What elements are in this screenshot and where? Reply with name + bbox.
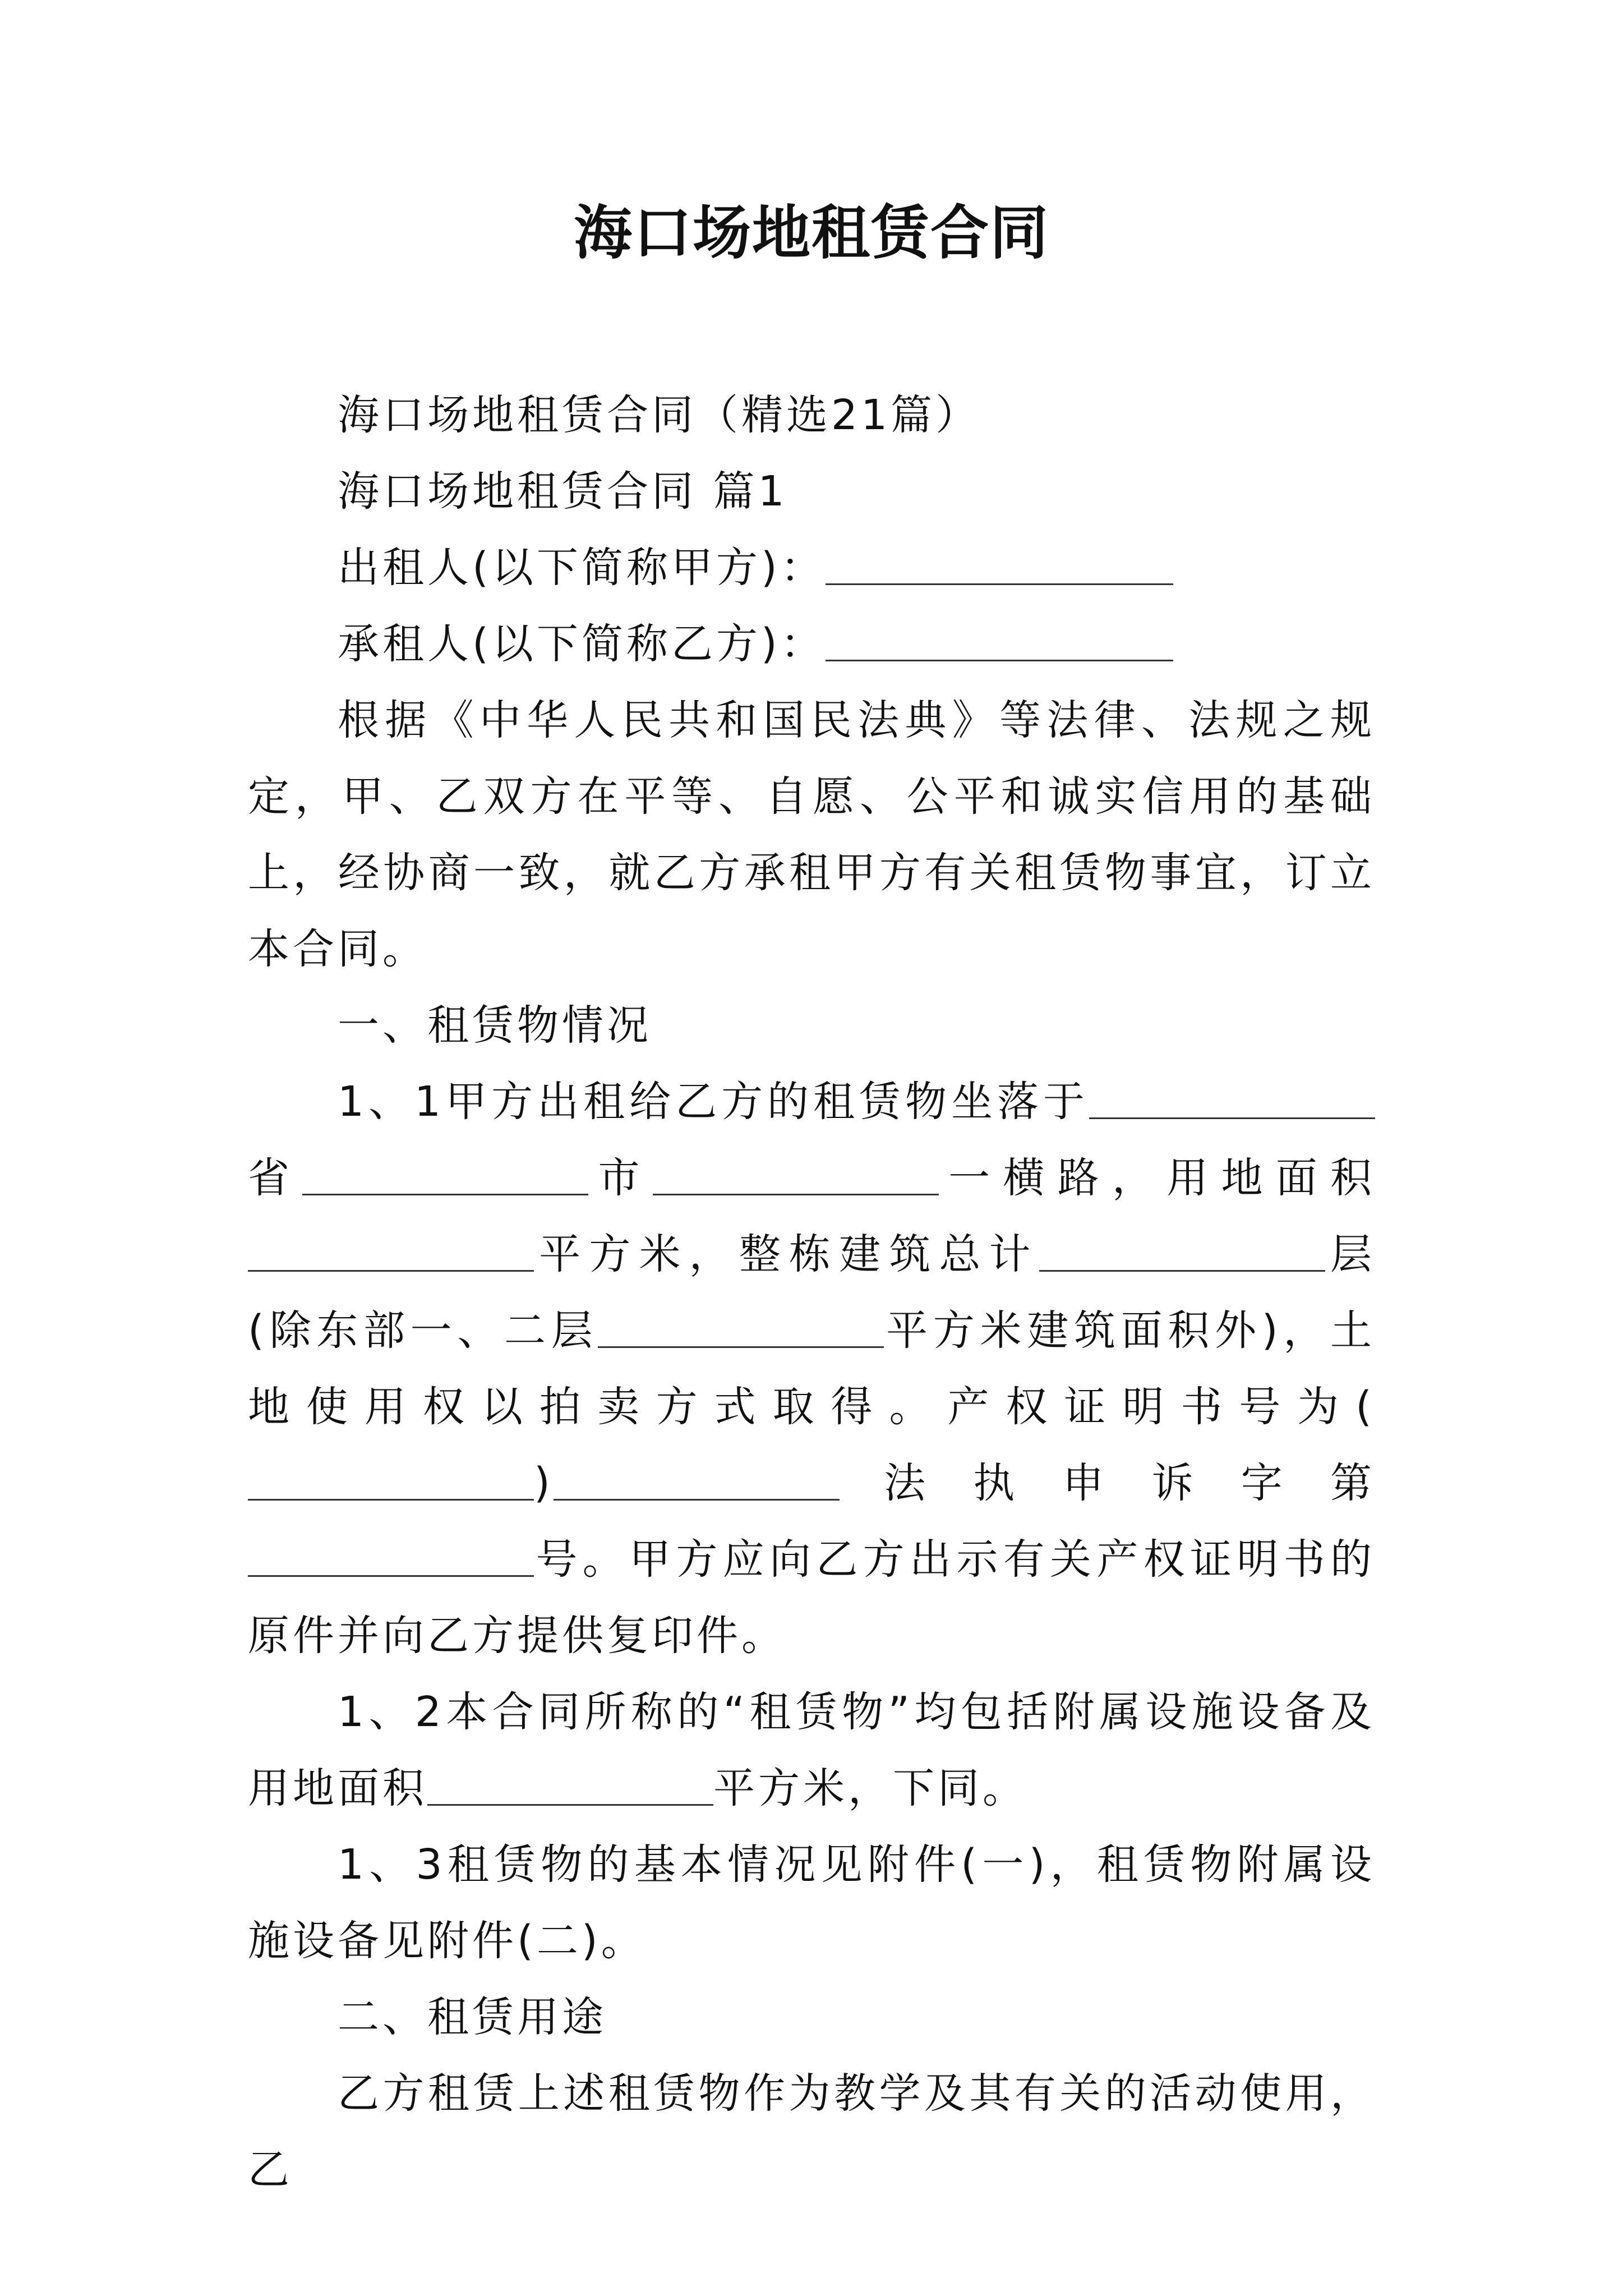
floors-blank bbox=[1039, 1228, 1325, 1272]
clause-1-1 bbox=[248, 1064, 1375, 1674]
clause-1-2-part1: 1、2本合同所称的“租赁物”均包括附属设施设备及用地面积 bbox=[248, 1688, 1375, 1812]
lessee-blank bbox=[826, 618, 1173, 661]
clause-1-1-part7: 平方米建筑面积外)，土地使用权以拍卖方式取得。产权证明书号为( bbox=[248, 1306, 1375, 1431]
clause-2-text: 乙方租赁上述租赁物作为教学及其有关的活动使用，乙 bbox=[248, 2069, 1375, 2194]
document-title: 海口场地租赁合同 bbox=[573, 198, 1049, 267]
road-blank bbox=[653, 1152, 939, 1195]
province-blank bbox=[1089, 1076, 1375, 1119]
clause-1-1-part8: ) bbox=[534, 1459, 554, 1507]
lessor-label: 出租人(以下简称甲方)： bbox=[338, 544, 826, 592]
lessor-line bbox=[248, 530, 1375, 606]
clause-1-1-part6: 层(除东部一、二层 bbox=[248, 1230, 1376, 1355]
certificate-court-blank bbox=[554, 1457, 840, 1501]
clause-1-heading: 一、租赁物情况 bbox=[338, 1001, 652, 1050]
clause-1-1-part5: 平方米，整栋建筑总计 bbox=[534, 1230, 1039, 1278]
excluded-area-blank bbox=[598, 1305, 884, 1348]
total-land-area-blank bbox=[427, 1763, 713, 1806]
document-body bbox=[248, 377, 1375, 2208]
certificate-year-blank bbox=[248, 1457, 534, 1501]
clause-1-1-part1: 1、1甲方出租给乙方的租赁物坐落于 bbox=[338, 1078, 1089, 1126]
clause-1-1-part2: 省 bbox=[248, 1154, 303, 1202]
city-blank bbox=[302, 1152, 588, 1195]
land-area-blank bbox=[248, 1228, 534, 1272]
lessee-label: 承租人(以下简称乙方)： bbox=[338, 620, 826, 668]
clause-1-2-part2: 平方米，下同。 bbox=[713, 1764, 1027, 1812]
clause-1-1-part9: 法执申诉字第 bbox=[839, 1459, 1375, 1507]
clause-1-1-part4: 一横路，用地面积 bbox=[938, 1154, 1376, 1202]
clause-1-1-part10: 号。甲方应向乙方出示有关产权证明书的原件并向乙方提供复印件。 bbox=[248, 1535, 1375, 1660]
lessee-line bbox=[248, 606, 1375, 682]
certificate-number-blank bbox=[248, 1534, 534, 1577]
clause-1-3: 1、3租赁物的基本情况见附件(一)，租赁物附属设施设备见附件(二)。 bbox=[248, 1841, 1375, 1965]
clause-1-2 bbox=[248, 1674, 1375, 1826]
document-subtitle: 海口场地租赁合同（精选21篇） bbox=[338, 391, 981, 439]
section-heading: 海口场地租赁合同 篇1 bbox=[338, 467, 788, 516]
lessor-blank bbox=[826, 542, 1173, 585]
clause-1-1-part3: 市 bbox=[588, 1154, 653, 1202]
intro-paragraph: 根据《中华人民共和国民法典》等法律、法规之规定，甲、乙双方在平等、自愿、公平和诚实信用的基础上，经协商一致，就乙方承租甲方有关租赁物事宜，订立本合同。 bbox=[248, 696, 1375, 973]
clause-2-heading: 二、租赁用途 bbox=[338, 1993, 607, 2041]
